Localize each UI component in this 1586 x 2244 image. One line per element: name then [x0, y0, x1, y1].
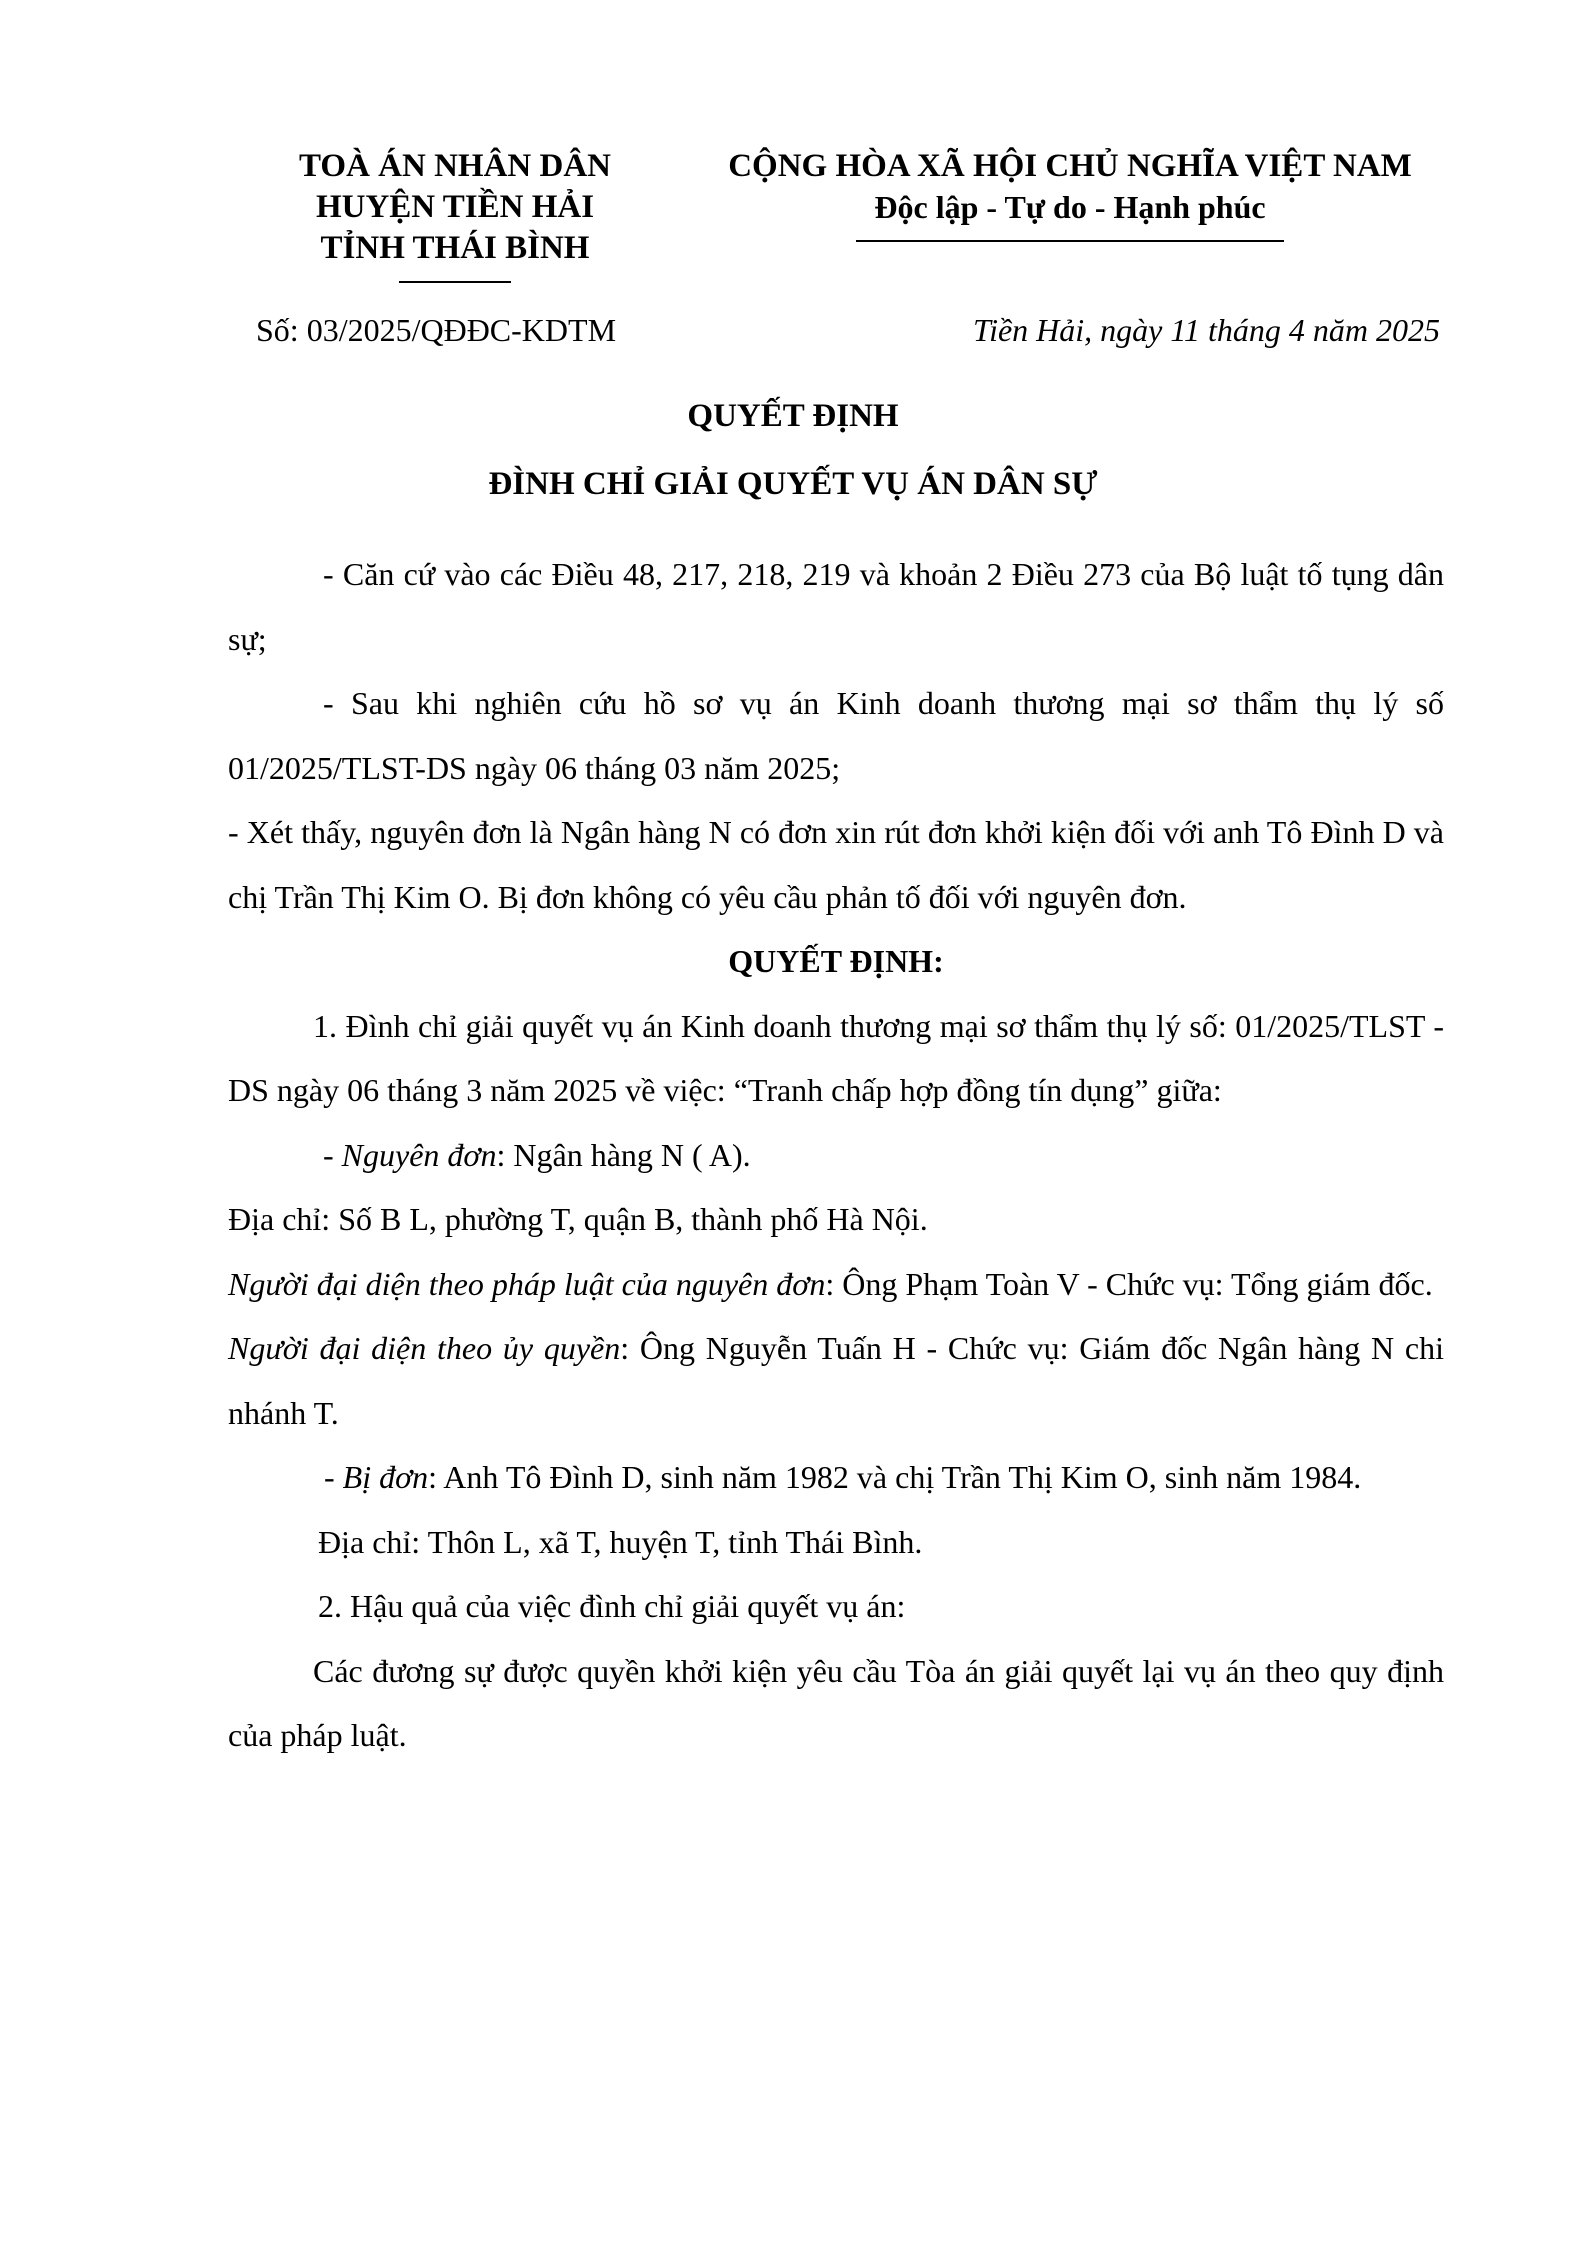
- defendant-label: Bị đơn: [342, 1459, 429, 1495]
- document-number: Số: 03/2025/QĐĐC-KDTM: [256, 312, 617, 348]
- basis-paragraph-3: - Xét thấy, nguyên đơn là Ngân hàng N có đơn xin rút đơn khởi kiện đối với anh Tô Đình D và chị Trần Thị Kim O. Bị đơn không có yêu cầu phản tố đối với nguyên đơn.: [228, 814, 1444, 915]
- defendant-line: [228, 1445, 1444, 1510]
- court-name-line-2: HUYỆN TIỀN HẢI: [315, 189, 595, 225]
- plaintiff-line: [228, 1123, 1444, 1188]
- legal-representative: [228, 1252, 1444, 1317]
- decision-heading: QUYẾT ĐỊNH:: [728, 943, 944, 979]
- national-motto: Độc lập - Tự do - Hạnh phúc: [874, 189, 1266, 225]
- court-header: [270, 146, 640, 283]
- court-name-line-1: TOÀ ÁN NHÂN DÂN: [299, 148, 611, 184]
- document-subtitle: ĐÌNH CHỈ GIẢI QUYẾT VỤ ÁN DÂN SỰ: [488, 466, 1098, 502]
- auth-rep-label: Người đại diện theo ủy quyền: [228, 1330, 621, 1366]
- legal-rep-value: : Ông Phạm Toàn V - Chức vụ: Tổng giám đốc.: [825, 1265, 1433, 1302]
- national-title: CỘNG HÒA XÃ HỘI CHỦ NGHĨA VIỆT NAM: [728, 148, 1412, 184]
- defendant-value: : Anh Tô Đình D, sinh năm 1982 và chị Trần Thị Kim O, sinh năm 1984.: [428, 1459, 1362, 1495]
- court-header-rule: [399, 281, 511, 283]
- plaintiff-label: Nguyên đơn: [341, 1136, 497, 1173]
- document-body: [228, 542, 1444, 1768]
- document-title: QUYẾT ĐỊNH: [687, 398, 899, 434]
- basis-paragraph-2: - Sau khi nghiên cứu hồ sơ vụ án Kinh doanh thương mại sơ thẩm thụ lý số 01/2025/TLST-DS ngày 06 tháng 03 năm 2025;: [228, 685, 1444, 786]
- auth-rep-value: : Ông Nguyễn Tuấn H - Chức vụ: Giám đốc Ngân hàng N chi nhánh T.: [228, 1330, 1445, 1431]
- decision-item-1: 1. Đình chỉ giải quyết vụ án Kinh doanh thương mại sơ thẩm thụ lý số: 01/2025/TLST - DS ngày 06 tháng 3 năm 2025 về việc: “Tranh chấp hợp đồng tín dụng” giữa:: [228, 1007, 1444, 1108]
- court-name-line-3: TỈNH THÁI BÌNH: [320, 230, 590, 266]
- authorized-representative: [228, 1316, 1444, 1445]
- defendant-address: Địa chỉ: Thôn L, xã T, huyện T, tỉnh Thái Bình.: [318, 1523, 923, 1560]
- national-header: [690, 146, 1450, 242]
- decision-item-2-text: Các đương sự được quyền khởi kiện yêu cầu Tòa án giải quyết lại vụ án theo quy định của pháp luật.: [228, 1652, 1444, 1753]
- basis-paragraph-1: - Căn cứ vào các Điều 48, 217, 218, 219 và khoản 2 Điều 273 của Bộ luật tố tụng dân sự;: [228, 556, 1444, 657]
- legal-rep-label: Người đại diện theo pháp luật của nguyên đơn: [228, 1265, 826, 1302]
- defendant-prefix: -: [324, 1459, 343, 1495]
- place-date: Tiền Hải, ngày 11 tháng 4 năm 2025: [973, 312, 1440, 348]
- national-header-rule: [856, 240, 1284, 242]
- plaintiff-prefix: -: [323, 1136, 342, 1173]
- plaintiff-address: Địa chỉ: Số B L, phường T, quận B, thành phố Hà Nội.: [228, 1201, 928, 1237]
- decision-item-2: 2. Hậu quả của việc đình chỉ giải quyết vụ án:: [318, 1588, 906, 1624]
- plaintiff-value: : Ngân hàng N ( A).: [496, 1136, 751, 1173]
